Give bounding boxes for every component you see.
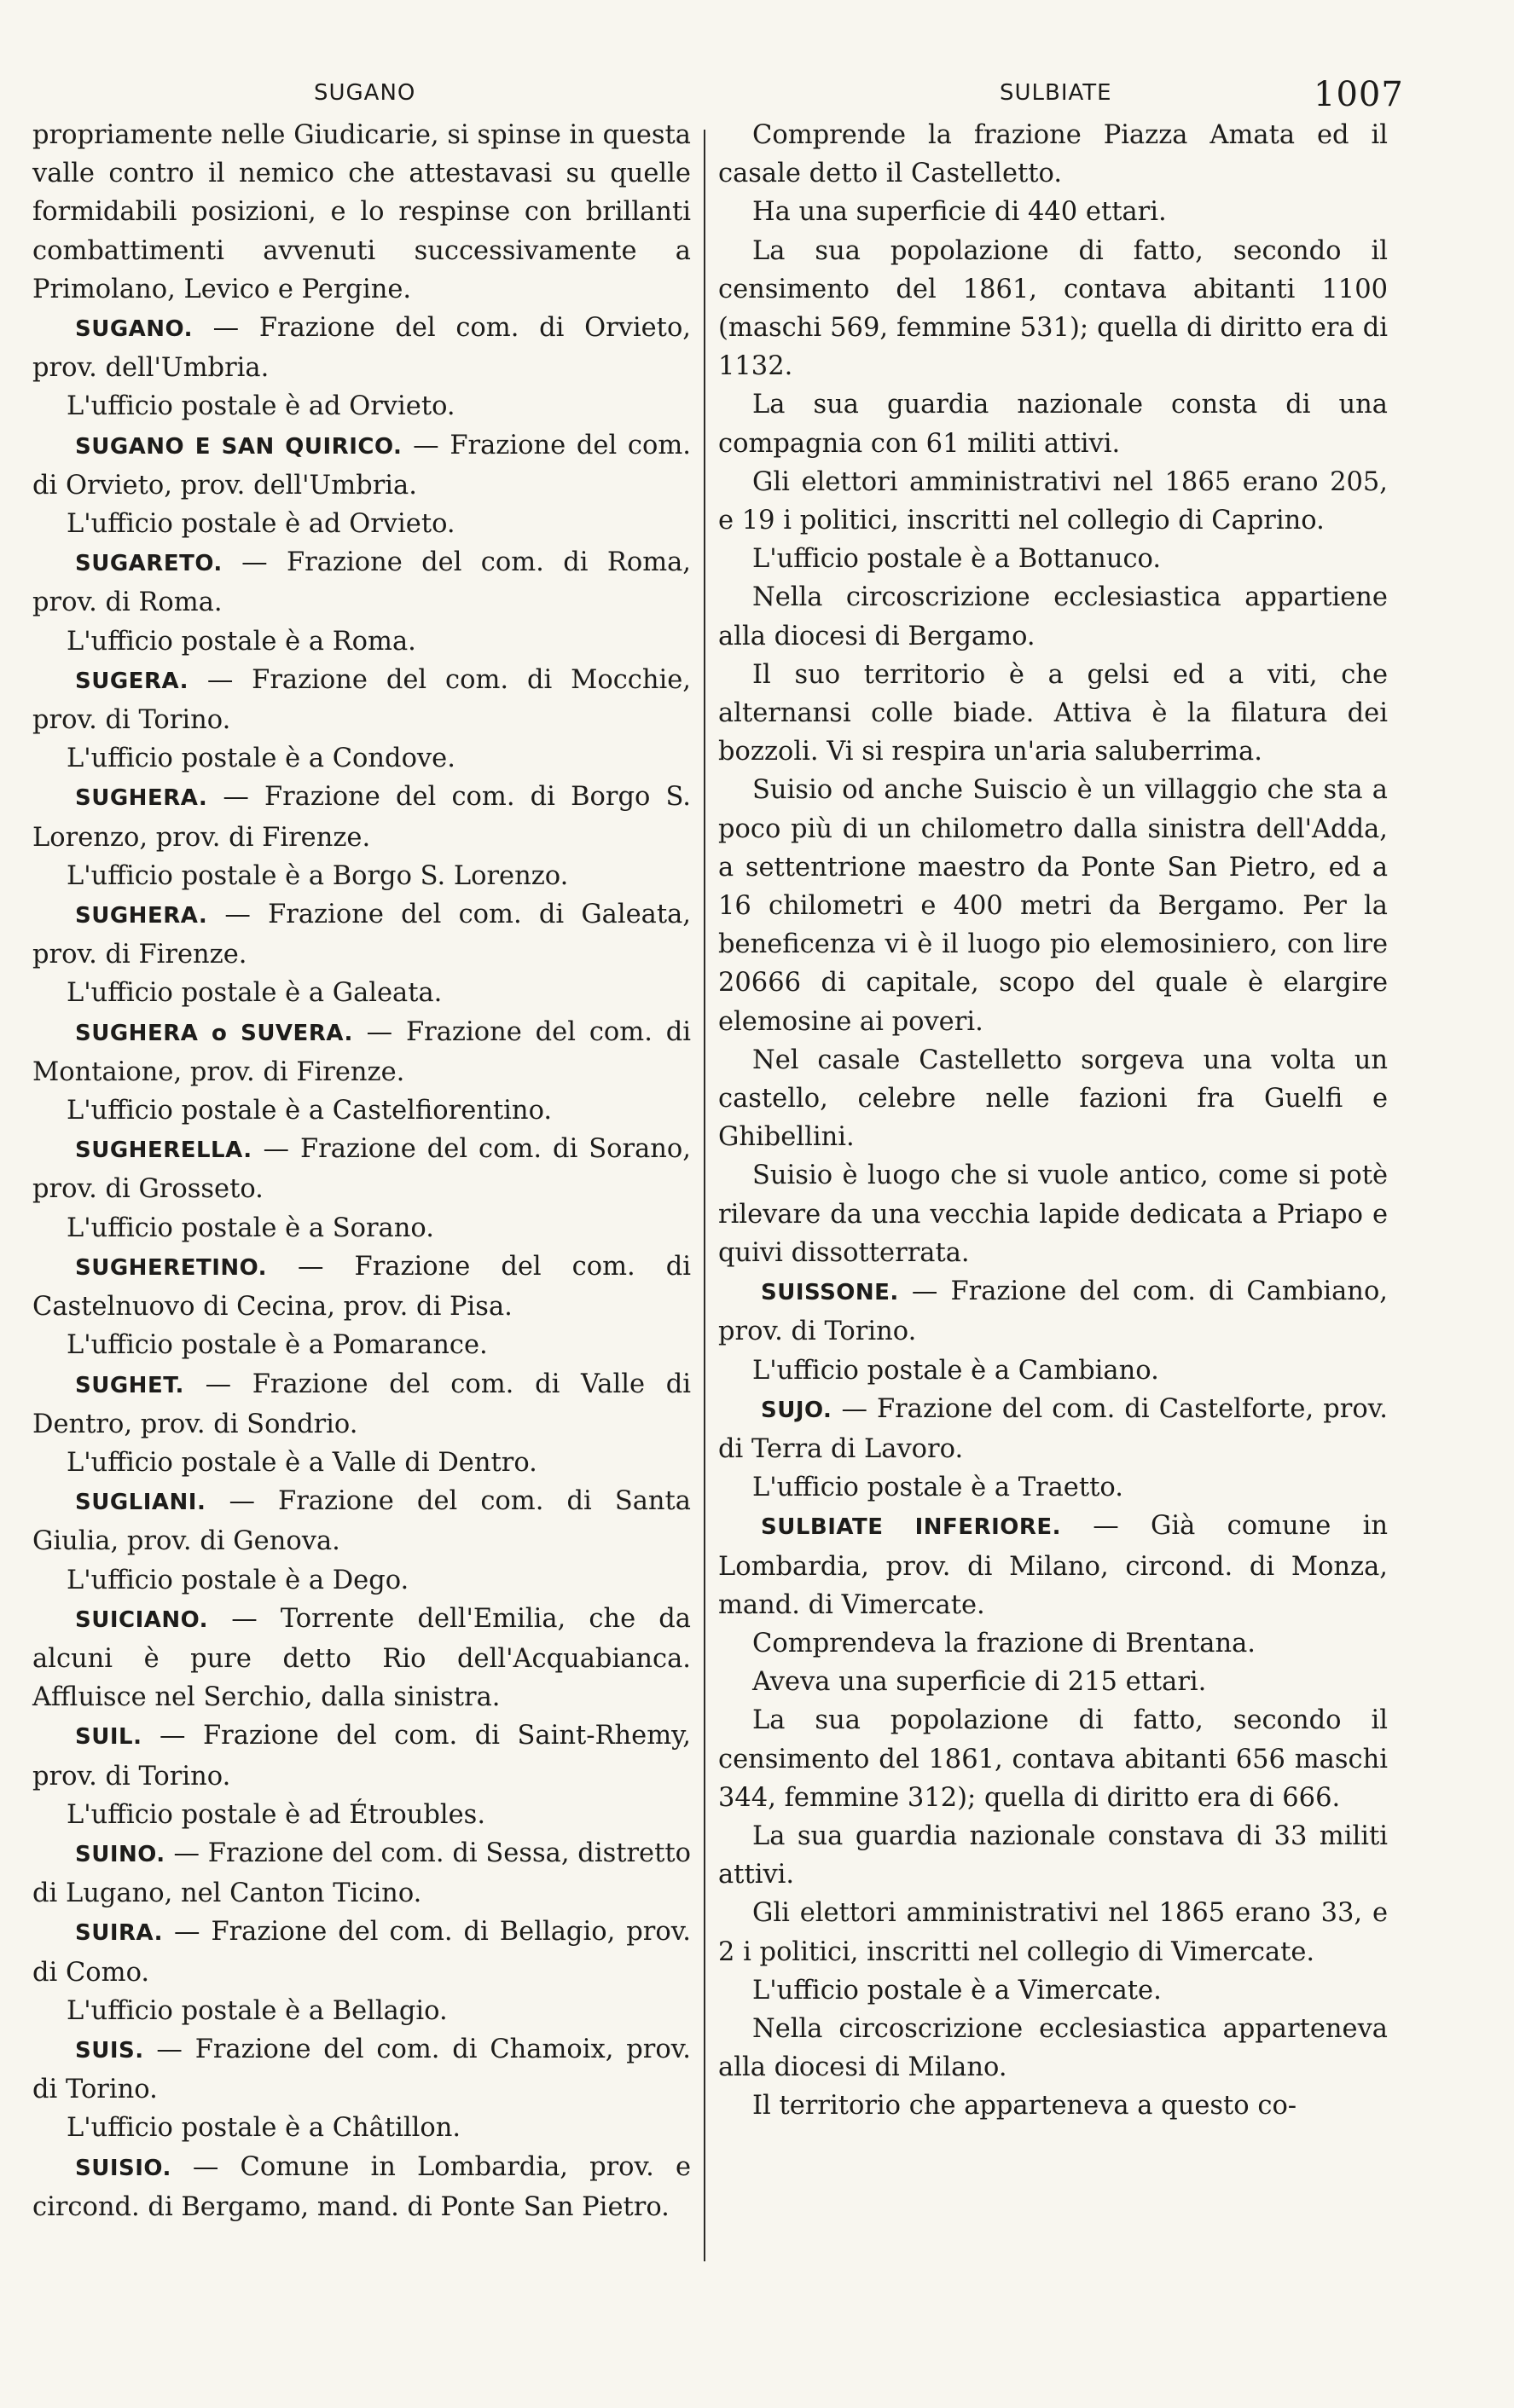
entry-text: — Già comune in Lombardia, prov. di Milano, circond. di Monza, mand. di Vimercate. xyxy=(718,1511,1388,1620)
dictionary-entry xyxy=(32,1365,691,1444)
entry-term: SUIRA. xyxy=(75,1920,164,1947)
entry-term: SUJO. xyxy=(761,1397,832,1423)
dictionary-entry xyxy=(32,1834,691,1913)
entry-text: Nel casale Castelletto sorgeva una volta un castello, celebre nelle fazioni fra Guelfi e Ghibellini. xyxy=(718,1045,1388,1153)
entry-term: SUGHERETINO. xyxy=(75,1254,268,1281)
entry-text: — Comune in Lombardia, prov. e circond. di Bergamo, mand. di Ponte San Pietro. xyxy=(32,2151,691,2222)
paragraph xyxy=(32,974,691,1012)
entry-text: — Frazione del com. di Orvieto, prov. dell'Umbria. xyxy=(32,430,691,501)
entry-term: SULBIATE INFERIORE. xyxy=(761,1514,1062,1541)
entry-term: SUGHERA. xyxy=(75,903,208,929)
entry-text: — Frazione del com. di Chamoix, prov. di Torino. xyxy=(32,2034,691,2105)
entry-text: — Frazione del com. di Sorano, prov. di Grosseto. xyxy=(32,1134,691,1205)
entry-text: — Frazione del com. di Valle di Dentro, prov. di Sondrio. xyxy=(32,1369,691,1439)
entry-text: L'ufficio postale è a Sorano. xyxy=(67,1213,434,1243)
entry-term: SUGHET. xyxy=(75,1372,184,1398)
entry-text: Ha una superficie di 440 ettari. xyxy=(752,197,1167,228)
entry-term: SUISSONE. xyxy=(761,1280,899,1306)
paragraph xyxy=(718,1971,1388,2010)
entry-term: SUIL. xyxy=(75,1724,142,1751)
paragraph xyxy=(718,1701,1388,1817)
dictionary-entry xyxy=(718,1507,1388,1624)
paragraph xyxy=(718,1352,1388,1390)
entry-text: propriamente nelle Giudicarie, si spinse in questa valle contro il nemico che attestavasi su quelle formidabili posizioni, e lo respinse con brillanti combattimenti avvenuti successivamente a Primolano, Levico e Pergine. xyxy=(32,120,691,304)
page-number: 1007 xyxy=(1314,75,1404,114)
paragraph xyxy=(32,1444,691,1482)
dictionary-entry xyxy=(32,895,691,974)
entry-text: Suisio od anche Suiscio è un villaggio che sta a poco più di un chilometro dalla sinistra dell'Adda, a settentrione maestro da Ponte San Pietro, ed a 16 chilometri e 400 metri da Bergamo. Per la beneficenza vi è il luogo pio elemosiniero, con lire 20666 di capitale, scopo del quale è elargire elemosine ai poveri. xyxy=(718,775,1388,1037)
paragraph xyxy=(718,385,1388,462)
dictionary-entry xyxy=(32,661,691,739)
entry-term: SUGERA. xyxy=(75,668,189,694)
entry-text: — Frazione del com. di Cambiano, prov. di Torino. xyxy=(718,1276,1388,1347)
entry-text: — Frazione del com. di Castelforte, prov. di Terra di Lavoro. xyxy=(718,1393,1388,1464)
entry-text: — Frazione del com. di Bellagio, prov. di Como. xyxy=(32,1917,691,1988)
column-divider xyxy=(704,130,705,2261)
entry-term: SUGHERELLA. xyxy=(75,1137,252,1164)
entry-text: Comprende la frazione Piazza Amata ed il casale detto il Castelletto. xyxy=(718,120,1388,189)
dictionary-entry xyxy=(32,1482,691,1560)
paragraph xyxy=(32,505,691,543)
paragraph xyxy=(718,1041,1388,1157)
entry-text: L'ufficio postale è a Castelfiorentino. xyxy=(67,1096,553,1126)
paragraph xyxy=(718,1624,1388,1663)
dictionary-entry xyxy=(32,1913,691,1991)
entry-term: SUINO. xyxy=(75,1841,165,1867)
paragraph xyxy=(718,1817,1388,1894)
dictionary-entry xyxy=(32,2030,691,2109)
entry-text: La sua popolazione di fatto, secondo il censimento del 1861, contava abitanti 1100 (maschi 569, femmine 531); quella di diritto era di 1132. xyxy=(718,235,1388,382)
dictionary-entry xyxy=(32,309,691,387)
entry-text: L'ufficio postale è a Cambiano. xyxy=(752,1355,1159,1386)
paragraph xyxy=(718,656,1388,772)
entry-text: Gli elettori amministrativi nel 1865 erano 33, e 2 i politici, inscritti nel collegio di Vimercate. xyxy=(718,1898,1388,1967)
entry-text: L'ufficio postale è a Pomarance. xyxy=(67,1330,488,1361)
right-running-head: SULBIATE xyxy=(1000,80,1112,106)
paragraph xyxy=(718,1663,1388,1701)
entry-text: L'ufficio postale è a Roma. xyxy=(67,626,416,657)
entry-text: L'ufficio postale è a Borgo S. Lorenzo. xyxy=(67,860,569,891)
paragraph xyxy=(32,1561,691,1600)
dictionary-entry xyxy=(718,1390,1388,1468)
entry-text: — Frazione del com. di Saint-Rhemy, prov. di Torino. xyxy=(32,1721,691,1792)
entry-term: SUGHERA. xyxy=(75,785,208,812)
entry-text: — Frazione del com. di Galeata, prov. di Firenze. xyxy=(32,900,691,970)
entry-text: L'ufficio postale è a Condove. xyxy=(67,744,455,774)
entry-text: Comprendeva la frazione di Brentana. xyxy=(752,1628,1256,1658)
paragraph xyxy=(32,857,691,895)
paragraph xyxy=(32,387,691,425)
paragraph xyxy=(32,2109,691,2147)
dictionary-entry xyxy=(32,2148,691,2226)
entry-text: Il suo territorio è a gelsi ed a viti, che alternansi colle biade. Attiva è la filatura dei bozzoli. Vi si respira un'aria saluberrima. xyxy=(718,659,1388,767)
entry-text: La sua guardia nazionale consta di una compagnia con 61 militi attivi. xyxy=(718,390,1388,459)
entry-text: — Frazione del com. di Mocchie, prov. di Torino. xyxy=(32,664,691,736)
entry-text: — Frazione del com. di Sessa, distretto di Lugano, nel Canton Ticino. xyxy=(32,1838,691,1909)
entry-term: SUICIANO. xyxy=(75,1606,209,1633)
dictionary-entry xyxy=(32,1130,691,1208)
paragraph xyxy=(718,2010,1388,2087)
entry-term: SUIS. xyxy=(75,2037,144,2064)
right-column xyxy=(718,116,1388,2126)
paragraph xyxy=(718,193,1388,231)
entry-text: L'ufficio postale è a Bottanuco. xyxy=(752,544,1162,575)
entry-text: — Frazione del com. di Borgo S. Lorenzo, prov. di Firenze. xyxy=(32,782,691,853)
entry-text: L'ufficio postale è ad Orvieto. xyxy=(67,509,455,540)
paragraph xyxy=(32,1091,691,1130)
paragraph xyxy=(718,1156,1388,1272)
dictionary-entry xyxy=(32,543,691,622)
entry-text: Nella circoscrizione ecclesiastica apparteneva alla diocesi di Milano. xyxy=(718,2013,1388,2083)
paragraph xyxy=(32,739,691,778)
entry-text: L'ufficio postale è a Dego. xyxy=(67,1565,409,1595)
entry-text: — Frazione del com. di Roma, prov. di Roma. xyxy=(32,547,691,618)
entry-text: — Frazione del com. di Santa Giulia, prov. di Genova. xyxy=(32,1486,691,1557)
entry-text: L'ufficio postale è a Galeata. xyxy=(67,978,443,1009)
paragraph xyxy=(718,540,1388,578)
entry-text: L'ufficio postale è a Vimercate. xyxy=(752,1975,1162,2006)
entry-text: Suisio è luogo che si vuole antico, come si potè rilevare da una vecchia lapide dedicata a Priapo e quivi dissotterrata. xyxy=(718,1161,1388,1268)
left-running-head: SUGANO xyxy=(314,80,416,106)
dictionary-entry xyxy=(32,1247,691,1326)
entry-term: SUGLIANI. xyxy=(75,1490,206,1516)
dictionary-entry xyxy=(32,1600,691,1717)
paragraph xyxy=(718,463,1388,540)
entry-text: L'ufficio postale è a Valle di Dentro. xyxy=(67,1447,537,1478)
paragraph xyxy=(718,116,1388,193)
paragraph xyxy=(718,2087,1388,2125)
entry-text: — Frazione del com. di Orvieto, prov. dell'Umbria. xyxy=(32,313,691,384)
entry-text: Nella circoscrizione ecclesiastica appartiene alla diocesi di Bergamo. xyxy=(718,582,1388,651)
entry-text: — Frazione del com. di Castelnuovo di Cecina, prov. di Pisa. xyxy=(32,1251,691,1323)
left-column xyxy=(32,116,691,2226)
dictionary-entry xyxy=(718,1272,1388,1351)
entry-term: SUGARETO. xyxy=(75,551,223,577)
entry-text: L'ufficio postale è a Châtillon. xyxy=(67,2113,461,2144)
entry-text: L'ufficio postale è ad Orvieto. xyxy=(67,391,455,422)
entry-text: — Torrente dell'Emilia, che da alcuni è pure detto Rio dell'Acquabianca. Affluisce nel Serchio, dalla sinistra. xyxy=(32,1603,691,1713)
paragraph xyxy=(718,1468,1388,1507)
paragraph xyxy=(718,232,1388,386)
paragraph xyxy=(32,622,691,661)
entry-term: SUISIO. xyxy=(75,2155,171,2181)
paragraph xyxy=(718,771,1388,1040)
entry-text: Aveva una superficie di 215 ettari. xyxy=(752,1667,1207,1698)
paragraph xyxy=(32,1209,691,1247)
paragraph xyxy=(718,1894,1388,1971)
dictionary-entry xyxy=(32,1013,691,1091)
paragraph xyxy=(32,1326,691,1364)
paragraph xyxy=(718,578,1388,655)
entry-text: L'ufficio postale è ad Étroubles. xyxy=(67,1799,486,1830)
entry-text: La sua guardia nazionale constava di 33 militi attivi. xyxy=(718,1820,1388,1890)
dictionary-entry xyxy=(32,426,691,505)
entry-text: L'ufficio postale è a Bellagio. xyxy=(67,1995,448,2026)
paragraph xyxy=(32,1796,691,1834)
entry-term: SUGHERA o SUVERA. xyxy=(75,1020,353,1046)
dictionary-entry xyxy=(32,778,691,856)
entry-text: La sua popolazione di fatto, secondo il censimento del 1861, contava abitanti 656 maschi 344, femmine 312); quella di diritto era di 666. xyxy=(718,1705,1388,1813)
entry-text: Gli elettori amministrativi nel 1865 erano 205, e 19 i politici, inscritti nel collegio di Caprino. xyxy=(718,466,1388,536)
entry-text: L'ufficio postale è a Traetto. xyxy=(752,1473,1123,1503)
entry-term: SUGANO E SAN QUIRICO. xyxy=(75,433,403,460)
paragraph xyxy=(32,1992,691,2030)
entry-text: — Frazione del com. di Montaione, prov. di Firenze. xyxy=(32,1016,692,1087)
entry-text: Il territorio che apparteneva a questo co- xyxy=(752,2091,1297,2121)
dictionary-entry xyxy=(32,1716,691,1795)
paragraph xyxy=(32,116,691,309)
entry-term: SUGANO. xyxy=(75,316,193,343)
